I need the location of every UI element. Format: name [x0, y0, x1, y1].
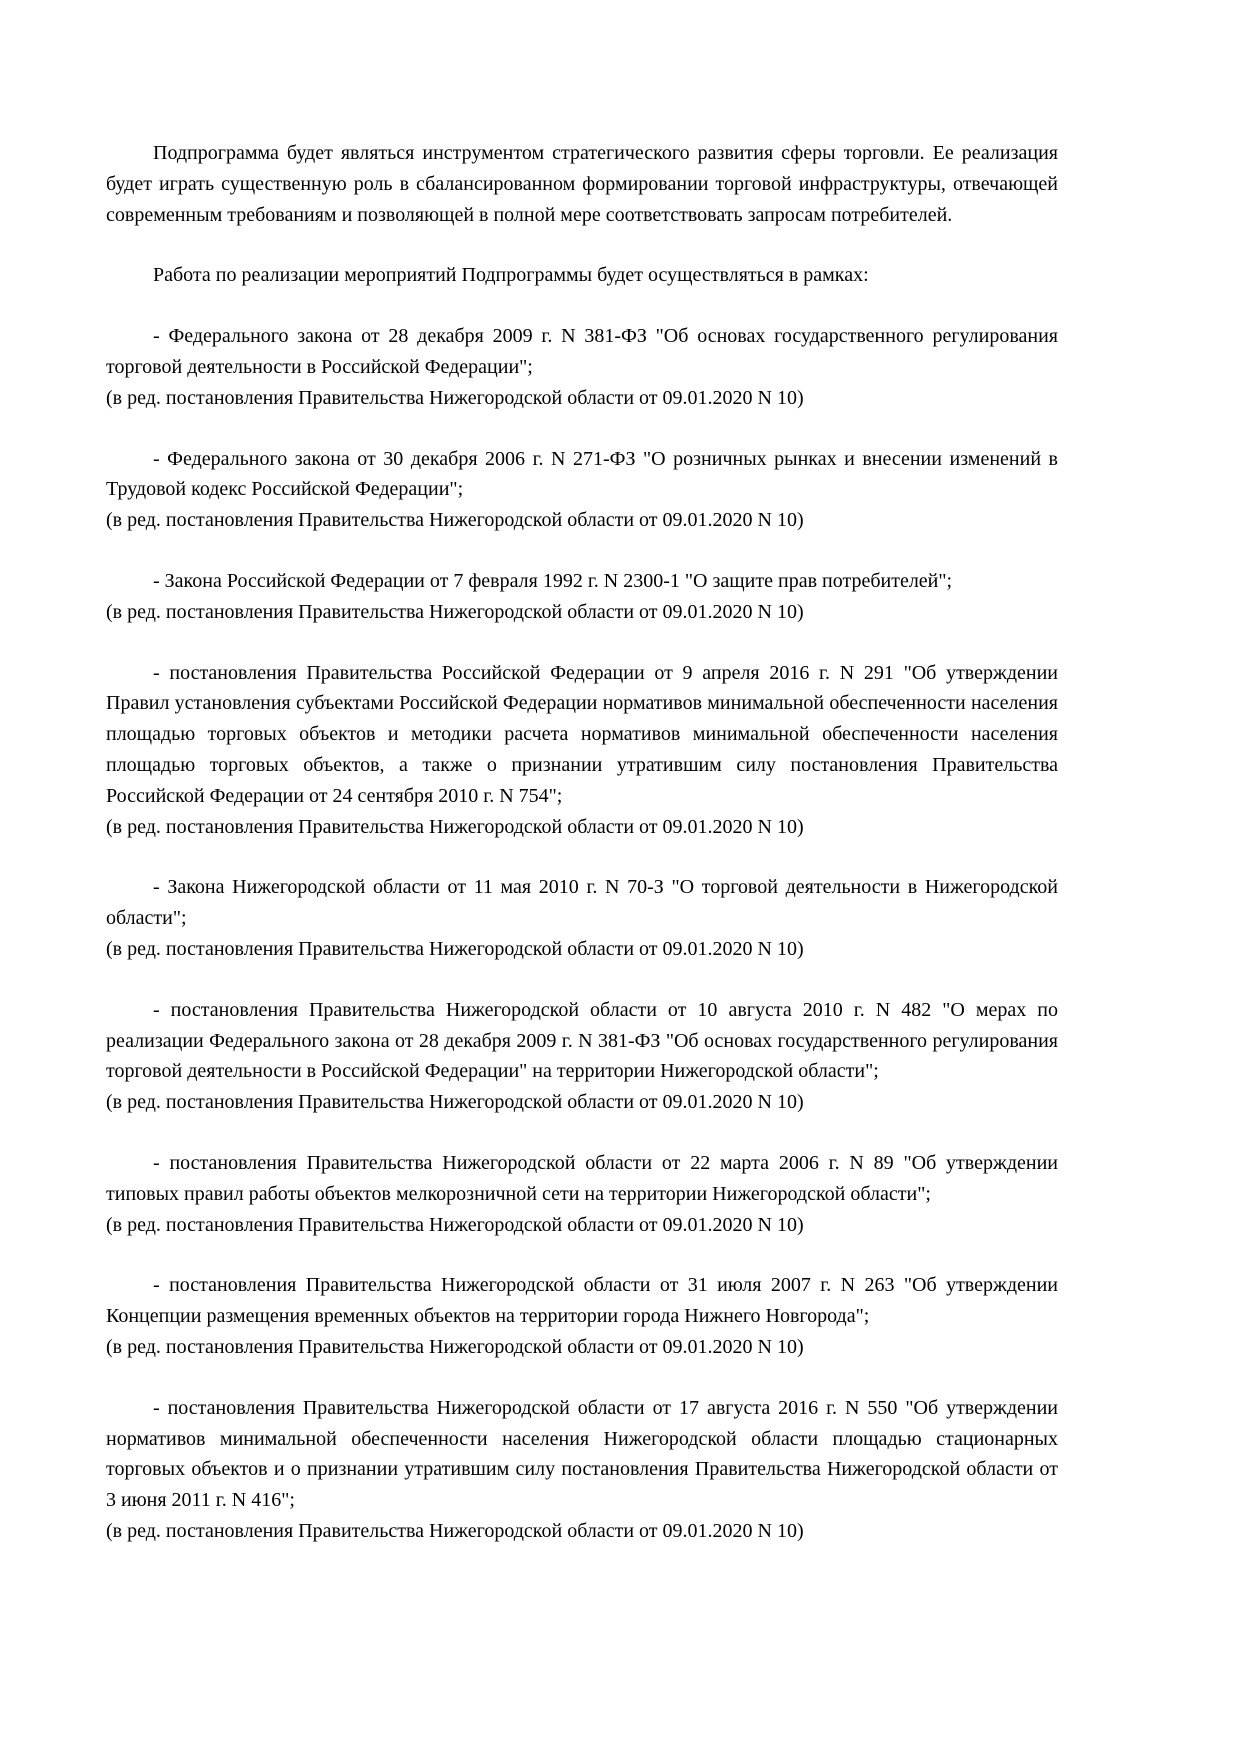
list-item [106, 995, 1058, 1118]
list-item-text: - постановления Правительства Нижегородской области от 22 марта 2006 г. N 89 "Об утверждении типовых правил работы объектов мелкорозничной сети на территории Нижегородской области"; [106, 1151, 1058, 1205]
list-item [106, 566, 1058, 628]
list-item [106, 658, 1058, 843]
list-item [106, 321, 1058, 413]
paragraph-text: Подпрограмма будет являться инструментом стратегического развития сферы торговли. Ее реализация будет играть существенную роль в сбалансированном формировании торговой инфраструктуры, отвечающей современным требованиям и позволяющей в полной мере соответствовать запросам потребителей. [106, 142, 1058, 226]
amendment-note: (в ред. постановления Правительства Нижегородской области от 09.01.2020 N 10) [106, 1091, 804, 1114]
list-item-text: - постановления Правительства Нижегородской области от 17 августа 2016 г. N 550 "Об утверждении нормативов минимальной обеспеченности населения Нижегородской области площадью стационарных торговых объектов и о признании утратившим силу постановления Правительства Нижегородской области от 3 июня 2011 г. N 416"; [106, 1396, 1058, 1512]
paragraph-text: Работа по реализации мероприятий Подпрограммы будет осуществляться в рамках: [153, 264, 869, 287]
amendment-note: (в ред. постановления Правительства Нижегородской области от 09.01.2020 N 10) [106, 1213, 804, 1236]
paragraph-intro [106, 138, 1058, 230]
list-item-text: - Закона Нижегородской области от 11 мая 2010 г. N 70-З "О торговой деятельности в Нижегородской области"; [106, 876, 1058, 930]
amendment-note: (в ред. постановления Правительства Нижегородской области от 09.01.2020 N 10) [106, 815, 804, 838]
list-item-text: - Федерального закона от 30 декабря 2006 г. N 271-ФЗ "О розничных рынках и внесении изменений в Трудовой кодекс Российской Федерации"; [106, 447, 1058, 501]
amendment-note: (в ред. постановления Правительства Нижегородской области от 09.01.2020 N 10) [106, 937, 804, 960]
list-item-text: - постановления Правительства Нижегородской области от 10 августа 2010 г. N 482 "О мерах по реализации Федерального закона от 28 декабря 2009 г. N 381-ФЗ "Об основах государственного регулирования торговой деятельности в Российской Федерации" на территории Нижегородской области"; [106, 998, 1058, 1083]
amendment-note: (в ред. постановления Правительства Нижегородской области от 09.01.2020 N 10) [106, 509, 804, 532]
list-item-text: - постановления Правительства Нижегородской области от 31 июля 2007 г. N 263 "Об утверждении Концепции размещения временных объектов на территории города Нижнего Новгорода"; [106, 1274, 1058, 1328]
list-item [106, 1148, 1058, 1240]
paragraph-lead [106, 260, 1058, 291]
amendment-note: (в ред. постановления Правительства Нижегородской области от 09.01.2020 N 10) [106, 600, 804, 623]
list-item-text: - Федерального закона от 28 декабря 2009 г. N 381-ФЗ "Об основах государственного регулирования торговой деятельности в Российской Федерации"; [106, 325, 1058, 378]
list-item [106, 872, 1058, 964]
list-item [106, 1270, 1058, 1362]
list-item-text: - постановления Правительства Российской Федерации от 9 апреля 2016 г. N 291 "Об утверждении Правил установления субъектами Российской Федерации нормативов минимальной обеспеченности населения площадью торговых объектов и методики расчета нормативов минимальной обеспеченности населения площадью торговых объектов, а также о признании утратившим силу постановления Правительства Российской Федерации от 24 сентября 2010 г. N 754"; [106, 661, 1058, 807]
amendment-note: (в ред. постановления Правительства Нижегородской области от 09.01.2020 N 10) [106, 1519, 804, 1542]
amendment-note: (в ред. постановления Правительства Нижегородской области от 09.01.2020 N 10) [106, 386, 804, 409]
list-item-text: - Закона Российской Федерации от 7 февраля 1992 г. N 2300-1 "О защите прав потребителей"; [153, 569, 953, 592]
list-item [106, 1393, 1058, 1547]
list-item [106, 444, 1058, 536]
amendment-note: (в ред. постановления Правительства Нижегородской области от 09.01.2020 N 10) [106, 1335, 804, 1358]
